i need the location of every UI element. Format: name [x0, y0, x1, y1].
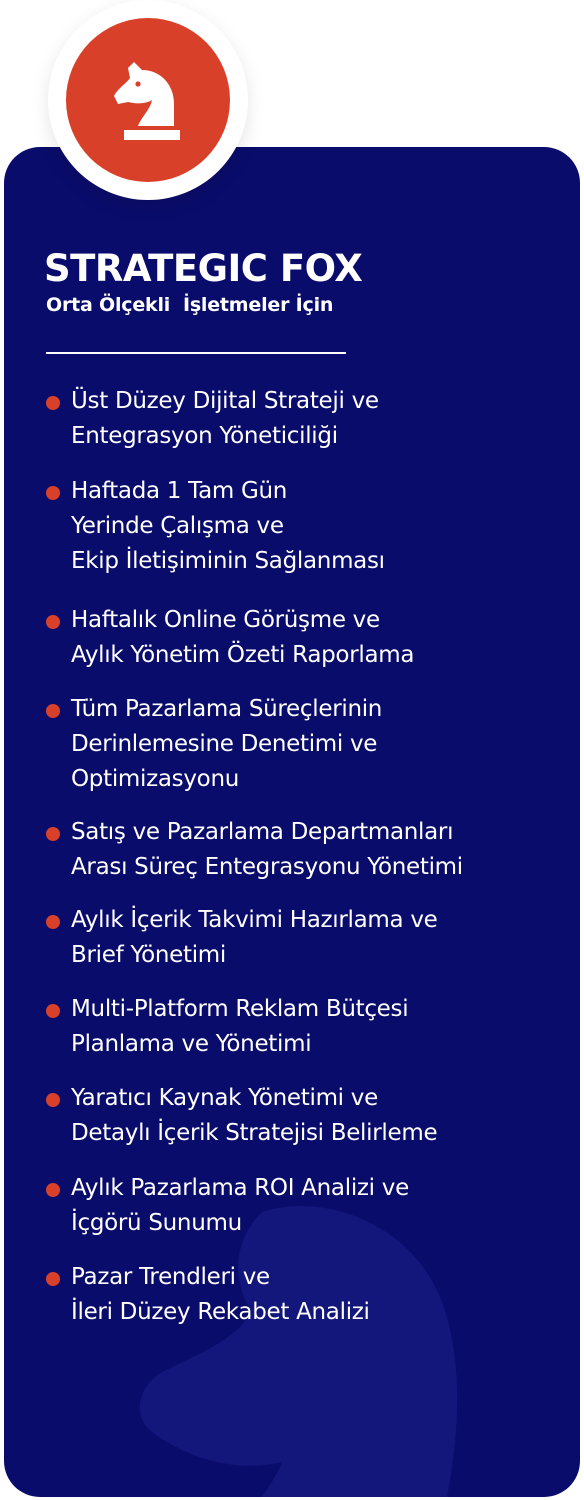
bullet-dot-icon: [46, 615, 60, 629]
bullet-dot-icon: [46, 1093, 60, 1107]
title-divider: [46, 352, 346, 354]
feature-text: Haftada 1 Tam Gün Yerinde Çalışma ve Ekip İletişiminin Sağlanması: [71, 478, 385, 574]
plan-subtitle: Orta Ölçekli İşletmeler İçin: [46, 294, 334, 316]
feature-text: Üst Düzey Dijital Strateji ve Entegrasyon Yöneticiliği: [71, 388, 379, 449]
feature-text: Aylık İçerik Takvimi Hazırlama ve Brief Yönetimi: [71, 907, 438, 968]
bullet-dot-icon: [46, 1004, 60, 1018]
plan-title: STRATEGIC FOX: [44, 247, 363, 290]
logo-badge: [48, 0, 248, 200]
feature-text: Satış ve Pazarlama Departmanları Arası Süreç Entegrasyonu Yönetimi: [71, 819, 463, 880]
bullet-dot-icon: [46, 704, 60, 718]
chess-knight-icon: [108, 58, 188, 142]
feature-text: Pazar Trendleri ve İleri Düzey Rekabet Analizi: [71, 1264, 370, 1325]
feature-text: Multi-Platform Reklam Bütçesi Planlama ve Yönetimi: [71, 996, 409, 1057]
bullet-dot-icon: [46, 827, 60, 841]
feature-text: Tüm Pazarlama Süreçlerinin Derinlemesine Denetimi ve Optimizasyonu: [71, 696, 383, 792]
logo-circle: [66, 18, 230, 182]
feature-text: Haftalık Online Görüşme ve Aylık Yönetim Özeti Raporlama: [71, 607, 415, 668]
feature-text: Yaratıcı Kaynak Yönetimi ve Detaylı İçerik Stratejisi Belirleme: [71, 1085, 438, 1146]
bullet-dot-icon: [46, 486, 60, 500]
bullet-dot-icon: [46, 396, 60, 410]
bullet-dot-icon: [46, 1272, 60, 1286]
feature-text: Aylık Pazarlama ROI Analizi ve İçgörü Sunumu: [71, 1175, 409, 1236]
bullet-dot-icon: [46, 1183, 60, 1197]
bullet-dot-icon: [46, 915, 60, 929]
